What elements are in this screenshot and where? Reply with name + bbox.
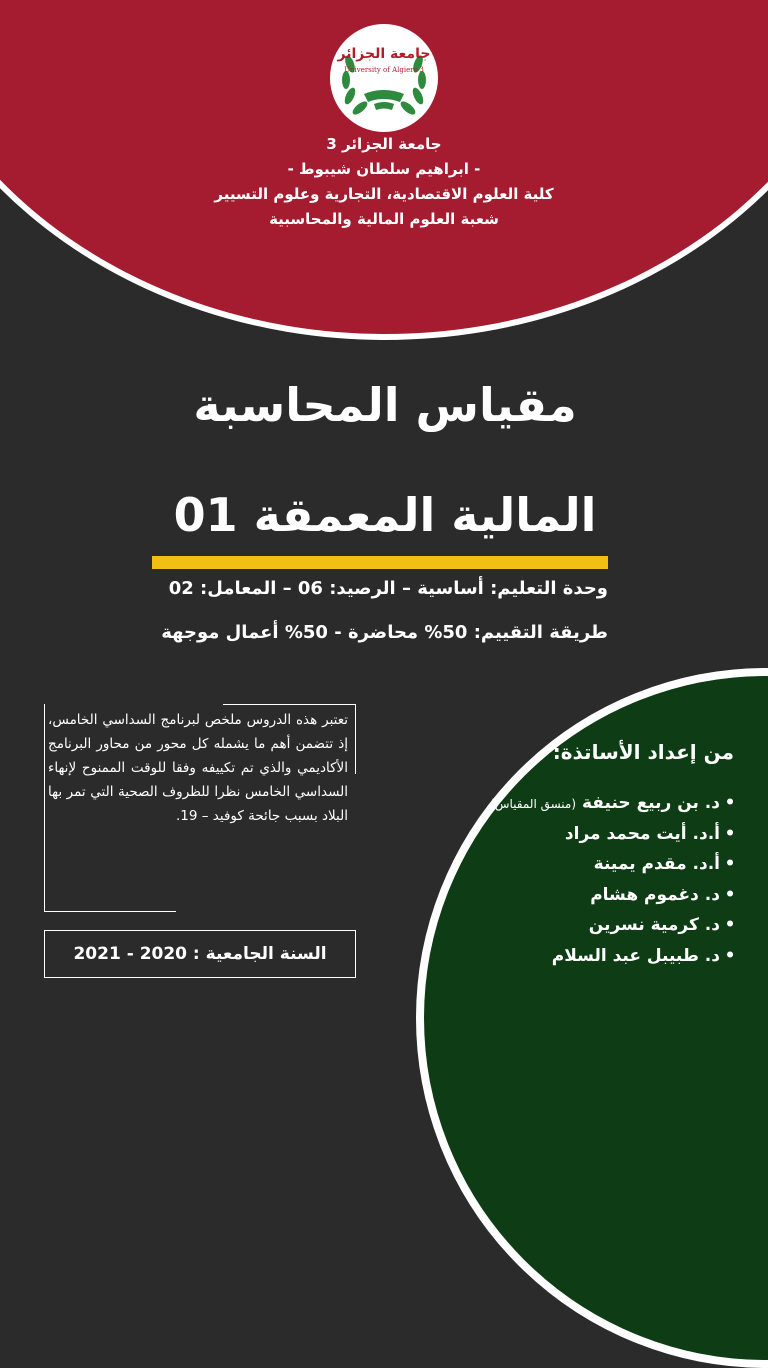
department-name: شعبة العلوم المالية والمحاسبية — [269, 210, 499, 228]
laurel-wreath-icon — [330, 24, 438, 132]
professor-item — [450, 819, 740, 850]
professor-note: (منسق المقياس) — [490, 797, 577, 811]
professor-name: أ.د. مقدم يمينة — [593, 854, 720, 874]
university-name: جامعة الجزائر 3 — [326, 135, 442, 153]
description-frame-right — [355, 704, 356, 774]
professor-name: د. طبيبل عبد السلام — [551, 945, 720, 966]
professor-item — [450, 910, 740, 941]
teaching-unit-info: وحدة التعليم: أساسية – الرصيد: 06 – المعامل: 02 — [168, 578, 608, 599]
professors-heading: من إعداد الأساتذة: — [552, 740, 734, 764]
professor-item — [450, 849, 740, 880]
professor-name: د. دغموم هشام — [590, 884, 720, 905]
institution-header — [184, 132, 584, 232]
professor-name: أ.د. أيت محمد مراد — [564, 823, 720, 844]
university-logo — [330, 24, 438, 132]
course-description: تعتبر هذه الدروس ملخص لبرنامج السداسي الخامس، إذ تتضمن أهم ما يشمله كل محور من محاور البرنامج الأكاديمي والذي تم تكييفه وفقا للوقت الممنوح لإنهاء السداسي الخامس نظرا للظروف الصحية التي تمر بها البلاد بسبب جائحة كوفيد – 19. — [48, 712, 348, 824]
logo-arabic-text: جامعة الجزائر — [337, 46, 431, 62]
course-title-line-2: المالية المعمقة 01 — [173, 488, 597, 542]
bullet-icon: • — [724, 884, 736, 905]
professor-item — [450, 941, 740, 972]
logo-latin-text: University of Algiers 3 — [344, 66, 424, 74]
campus-name: - ابراهيم سلطان شيبوط - — [287, 160, 481, 178]
bullet-icon: • — [724, 793, 736, 813]
professors-list — [450, 788, 740, 971]
bullet-icon: • — [724, 915, 736, 935]
description-frame-bottom — [44, 911, 176, 912]
professor-name: د. بن ربيع حنيفة — [581, 793, 720, 813]
professor-name: د. كرمية نسرين — [588, 915, 720, 935]
professor-item — [450, 880, 740, 911]
course-title-line-1: مقياس المحاسبة — [193, 378, 577, 432]
bullet-icon: • — [724, 823, 736, 844]
evaluation-method-info: طريقة التقييم: 50% محاضرة - 50% أعمال موجهة — [161, 622, 608, 643]
bullet-icon: • — [724, 945, 736, 966]
title-underline — [152, 556, 608, 569]
professor-item — [450, 788, 740, 819]
professors-green-circle — [416, 668, 768, 1368]
bullet-icon: • — [724, 854, 736, 874]
faculty-name: كلية العلوم الاقتصادية، التجارية وعلوم التسيير — [214, 185, 554, 203]
academic-year: السنة الجامعية : 2020 - 2021 — [44, 930, 356, 978]
